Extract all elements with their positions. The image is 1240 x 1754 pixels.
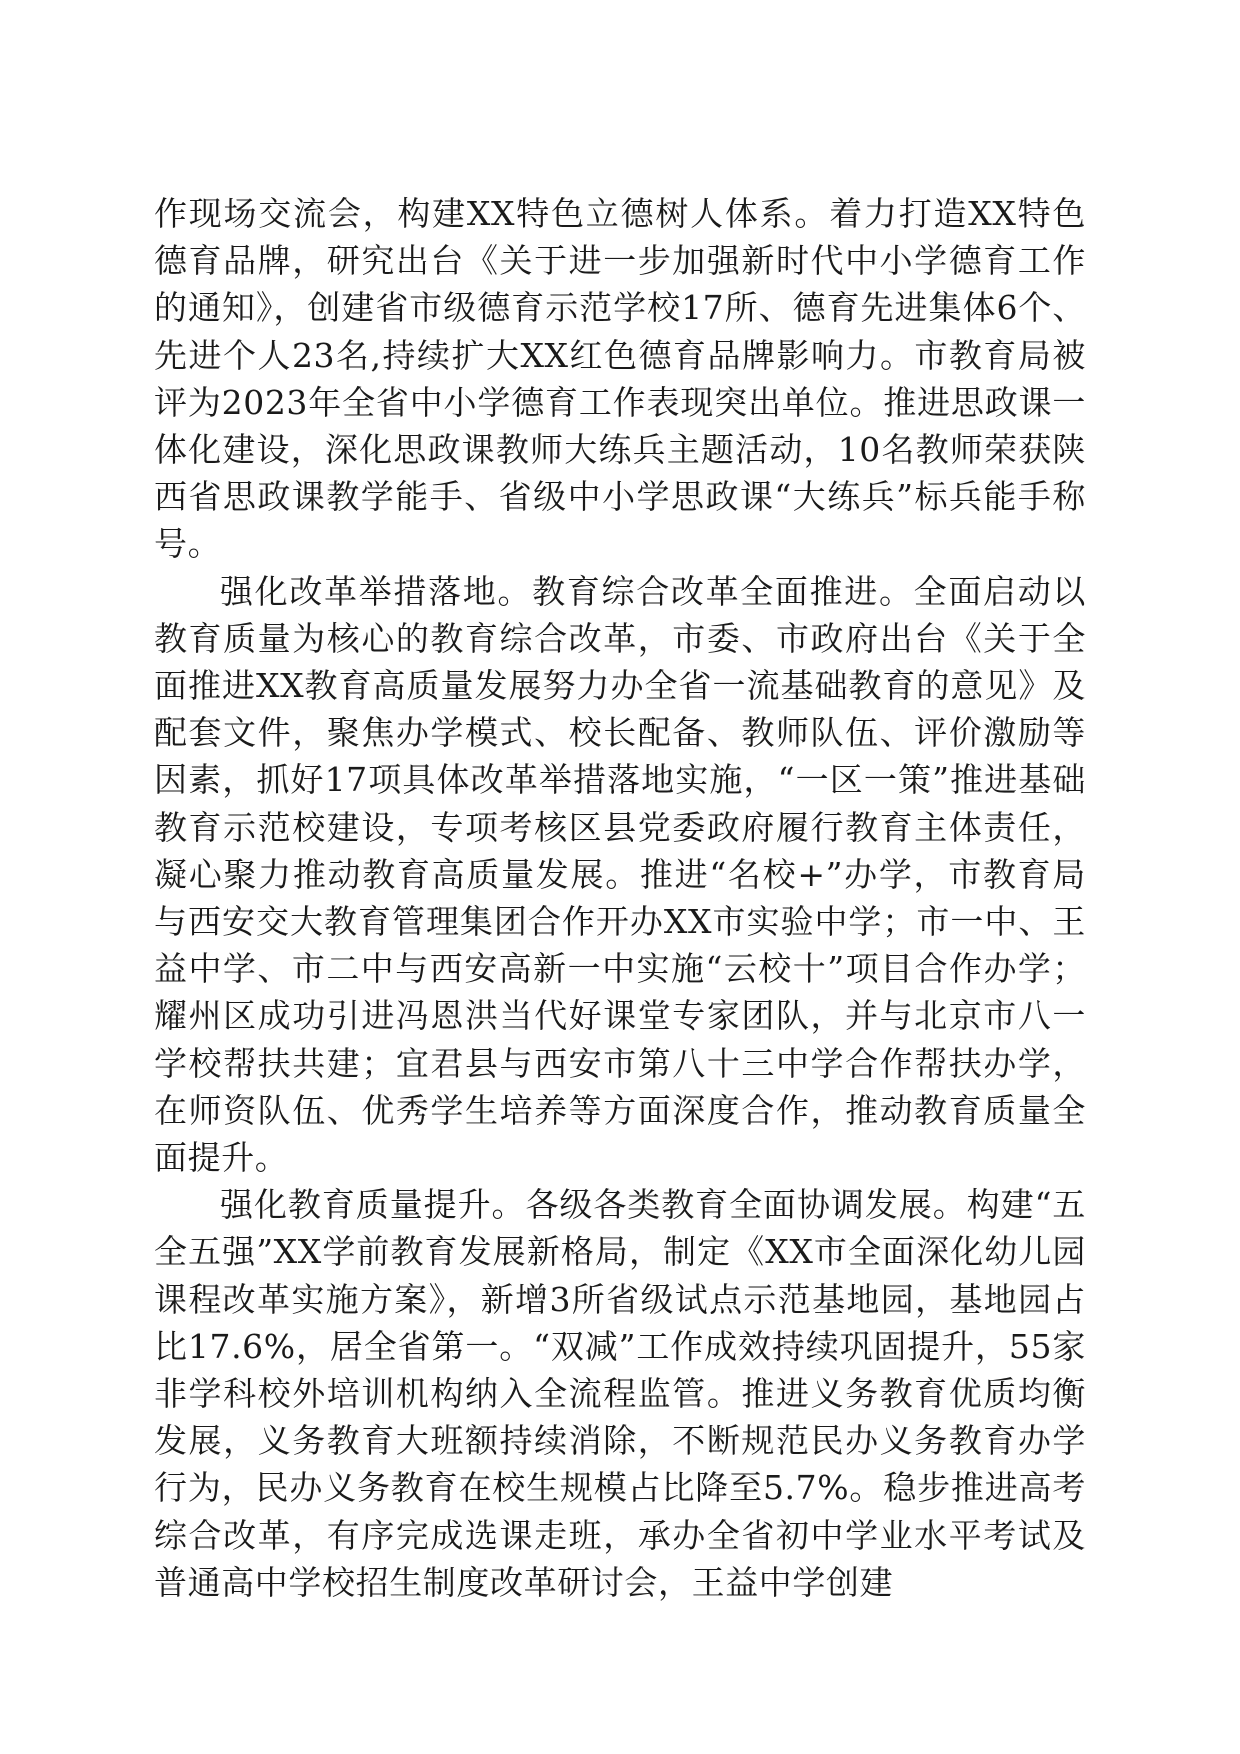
paragraph-quality: 强化教育质量提升。各级各类教育全面协调发展。构建“五全五强”XX学前教育发展新格局，制定《XX市全面深化幼儿园课程改革实施方案》，新增3所省级试点示范基地园，基地园占比17.6%，居全省第一。“双减”工作成效持续巩固提升，55家非学科校外培训机构纳入全流程监管。推进义务教育优质均衡发展，义务教育大班额持续消除，不断规范民办义务教育办学行为，民办义务教育在校生规模占比降至5.7%。稳步推进高考综合改革，有序完成选课走班，承办全省初中学业水平考试及普通高中学校招生制度改革研讨会，王益中学创建 [154, 1185, 1086, 1602]
paragraph-continued: 作现场交流会，构建XX特色立德树人体系。着力打造XX特色德育品牌，研究出台《关于进一步加强新时代中小学德育工作的通知》，创建省市级德育示范学校17所、德育先进集体6个、先进个人23名,持续扩大XX红色德育品牌影响力。市教育局被评为2023年全省中小学德育工作表现突出单位。推进思政课一体化建设，深化思政课教师大练兵主题活动，10名教师荣获陕西省思政课教学能手、省级中小学思政课“大练兵”标兵能手称号。 [154, 194, 1086, 564]
paragraph-reform: 强化改革举措落地。教育综合改革全面推进。全面启动以教育质量为核心的教育综合改革，市委、市政府出台《关于全面推进XX教育高质量发展努力办全省一流基础教育的意见》及配套文件，聚焦办学模式、校长配备、教师队伍、评价激励等因素，抓好17项具体改革举措落地实施，“一区一策”推进基础教育示范校建设，专项考核区县党委政府履行教育主体责任，凝心聚力推动教育高质量发展。推进“名校+”办学，市教育局与西安交大教育管理集团合作开办XX市实验中学；市一中、王益中学、市二中与西安高新一中实施“云校十”项目合作办学；耀州区成功引进冯恩洪当代好课堂专家团队，并与北京市八一学校帮扶共建；宜君县与西安市第八十三中学合作帮扶办学，在师资队伍、优秀学生培养等方面深度合作，推动教育质量全面提升。 [154, 571, 1086, 1178]
body-text [154, 190, 1086, 1606]
